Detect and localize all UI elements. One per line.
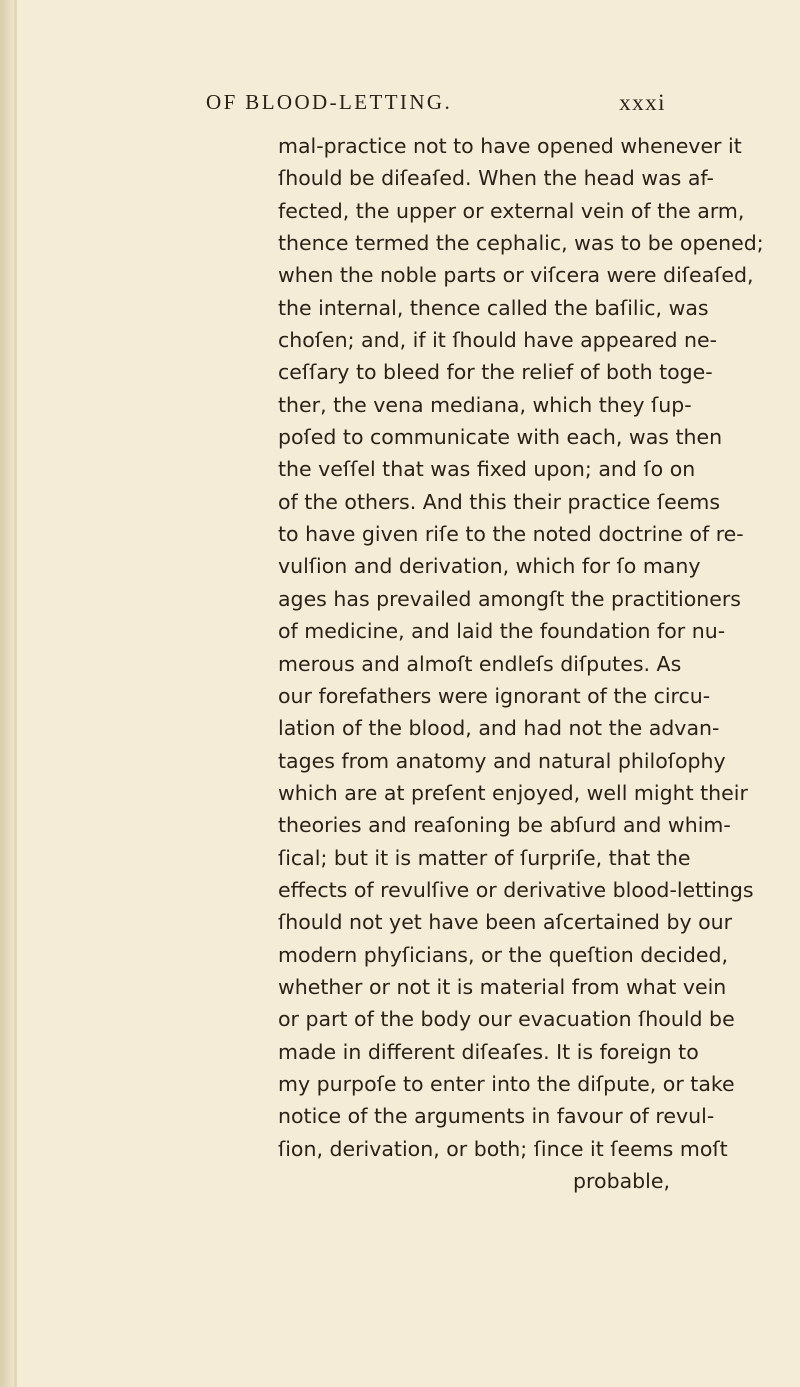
text-line: our forefathers were ignorant of the circu- (278, 683, 711, 708)
text-line: merous and almoſt endleſs diſputes. As (278, 651, 682, 676)
text-line: thence termed the cephalic, was to be opened; (278, 231, 764, 256)
text-line: ceſſary to bleed for the relief of both toge- (278, 360, 713, 385)
text-line: when the noble parts or viſcera were diſeaſed, (278, 263, 754, 288)
text-line: effects of revulſive or derivative blood-lettings (278, 877, 754, 902)
text-line: whether or not it is material from what vein (278, 974, 727, 999)
text-line: the veſſel that was fixed upon; and ſo on (278, 457, 696, 482)
text-line: which are at preſent enjoyed, well might their (278, 780, 748, 805)
text-line: ſical; but it is matter of ſurpriſe, that the (278, 845, 691, 870)
text-line: tages from anatomy and natural philoſophy (278, 748, 726, 773)
text-line: of medicine, and laid the foundation for nu- (278, 619, 726, 644)
body-text (278, 130, 764, 1197)
text-line: theories and reaſoning be abſurd and whim- (278, 813, 731, 838)
text-line: fected, the upper or external vein of the arm, (278, 198, 745, 223)
text-line: to have given riſe to the noted doctrine of re- (278, 522, 744, 547)
text-line: ſhould not yet have been aſcertained by our (278, 910, 733, 935)
text-line: choſen; and, if it ſhould have appeared ne- (278, 328, 717, 353)
text-line: modern phyſicians, or the queſtion decided, (278, 942, 729, 967)
text-line: of the others. And this their practice ſeems (278, 489, 721, 514)
text-line: vulſion and derivation, which for ſo many (278, 554, 701, 579)
text-line: mal-practice not to have opened whenever it (278, 134, 742, 158)
text-line: lation of the blood, and had not the advan- (278, 716, 720, 741)
catchword: probable, (573, 1169, 670, 1193)
page-header (206, 90, 666, 120)
text-line: poſed to communicate with each, was then (278, 425, 723, 450)
text-line: or part of the body our evacuation ſhould be (278, 1007, 735, 1032)
text-line: the internal, thence called the baſilic, was (278, 295, 709, 320)
page-edge-shadow (14, 0, 17, 1387)
text-line: ſhould be diſeaſed. When the head was af- (278, 166, 714, 191)
text-line: ages has prevailed amongſt the practitioners (278, 586, 741, 611)
text-line: ſion, derivation, or both; ſince it ſeems moſt (278, 1136, 728, 1161)
text-line: my purpoſe to enter into the diſpute, or take (278, 1071, 735, 1096)
text-line: ther, the vena mediana, which they ſup- (278, 392, 692, 417)
text-line: made in different diſeaſes. It is foreign to (278, 1039, 699, 1064)
page-edge (0, 0, 14, 1387)
text-line: notice of the arguments in favour of revul- (278, 1104, 715, 1129)
page-number: xxxi (619, 90, 666, 115)
running-head: OF BLOOD-LETTING. (206, 90, 453, 114)
